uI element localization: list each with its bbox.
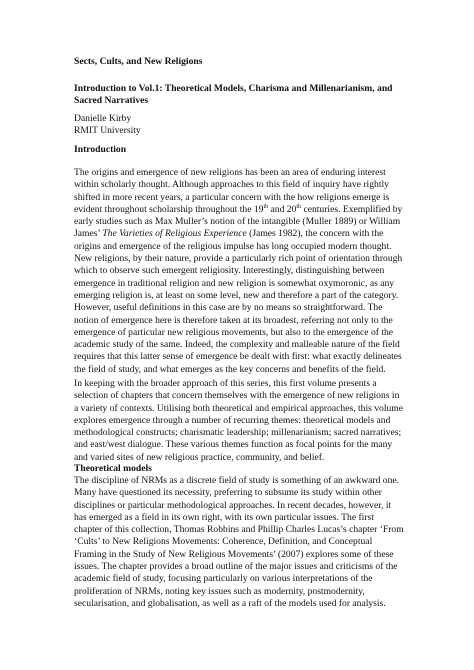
paragraph-line	[74, 228, 406, 240]
paragraph-line: early studies such as Max Muller’s notion of the intangible (Muller 1889) or William	[74, 216, 401, 228]
theoretical-models-paragraph	[74, 475, 406, 610]
paragraph-line: methodological constructs; charismatic leadership; millenarianism; sacred narratives;	[74, 427, 402, 439]
paragraph-line: selection of chapters that concern themselves with the emergence of new religions in	[74, 390, 400, 402]
paragraph-line: ‘Cults’ to New Religions Movements: Coherence, Definition, and Conceptual	[74, 536, 373, 548]
paragraph-line: disciplines or particular methodological approaches. In recent decades, however, it	[74, 499, 392, 511]
paragraph-line: and varied sites of new religious practice, community, and belief.	[74, 451, 325, 463]
paragraph-line: within scholarly thought. Although approaches to this field of inquiry have rightly	[74, 179, 389, 191]
text-span: and 20	[268, 203, 297, 215]
paragraph-line: a variety of contexts. Utilising both theoretical and empirical approaches, this volume	[74, 402, 404, 414]
paragraph-line: The discipline of NRMs as a discrete field of study is something of an awkward one.	[74, 475, 400, 486]
paragraph-line: Many have questioned its necessity, preferring to subsume its study within other	[74, 487, 382, 499]
paragraph-line: In keeping with the broader approach of this series, this first volume presents a	[74, 378, 377, 389]
paragraph-line: notion of emergence here is therefore taken at its broadest, referring not only to the	[74, 314, 393, 326]
theoretical-models-heading: Theoretical models	[74, 463, 152, 474]
chapter-title	[74, 83, 406, 108]
paragraph-line: proliferation of NRMs, noting key issues such as modernity, postmodernity,	[74, 585, 365, 597]
paragraph-line: However, useful definitions in this case are by no means so straightforward. The	[74, 302, 383, 314]
paragraph-line: The origins and emergence of new religions has been an area of enduring interest	[74, 167, 386, 178]
text-span: evident throughout scholarship throughout the 19	[74, 203, 264, 215]
paragraph-line: shifted in more recent years, a particular concern with the how religions emerge is	[74, 191, 390, 203]
introduction-paragraph-2	[74, 378, 406, 464]
paragraph-line: academic field of study, focusing particularly on various interpretations of the	[74, 573, 373, 585]
text-span: centuries. Exemplified by	[301, 203, 403, 215]
superscript: th	[263, 203, 269, 210]
paragraph-line: emergence of particular new religious movements, but also to the emergence of the	[74, 326, 394, 338]
superscript: th	[296, 203, 302, 210]
series-title: Sects, Cults, and New Religions	[74, 56, 203, 67]
author-block	[74, 113, 406, 138]
paragraph-line: origins and emergence of the religious impulse has long occupied modern thought.	[74, 240, 392, 252]
paragraph-line: chapter of this collection, Thomas Robbins and Phillip Charles Lucas’s chapter ‘From	[74, 524, 404, 536]
paragraph-line: secularisation, and globalisation, as well as a raft of the models used for analysis.	[74, 597, 386, 609]
paragraph-line: which to observe such emergent religiosity. Interestingly, distinguishing between	[74, 265, 385, 277]
chapter-title-line: Introduction to Vol.1: Theoretical Models, Charisma and Millenarianism, and	[74, 83, 393, 94]
introduction-heading: Introduction	[74, 144, 127, 155]
paragraph-line: explores emergence through a number of recurring themes: theoretical models and	[74, 414, 391, 426]
paragraph-line: emerging religion is, at least on some level, new and therefore a part of the category.	[74, 289, 399, 301]
book-title: The Varieties of Religious Experience	[102, 228, 247, 240]
text-span: (James 1982), the concern with the	[246, 228, 384, 240]
text-span: James’	[74, 228, 103, 240]
paragraph-line	[74, 204, 406, 216]
paragraph-line: the field of study, and what emerges as the key concerns and benefits of the field.	[74, 363, 386, 375]
paragraph-line: requires that this latter sense of emergence be dealt with first: what exactly delineates	[74, 351, 402, 363]
chapter-title-line: Sacred Narratives	[74, 95, 149, 107]
author-affiliation: RMIT University	[74, 125, 141, 137]
paragraph-line: has emerged as a field in its own right, with its own particular issues. The first	[74, 511, 374, 523]
paragraph-line: Framing in the Study of New Religious Movements’ (2007) explores some of these	[74, 548, 394, 560]
paragraph-line: emergence in traditional religion and new religion is somewhat oxymoronic, as any	[74, 277, 395, 289]
paragraph-line: issues. The chapter provides a broad outline of the major issues and criticisms of the	[74, 561, 398, 573]
paragraph-line: New religions, by their nature, provide a particularly rich point of orientation through	[74, 253, 403, 265]
paragraph-line: and east/west dialogue. These various themes function as focal points for the many	[74, 439, 393, 451]
introduction-paragraph-1	[74, 167, 406, 376]
author-name: Danielle Kirby	[74, 113, 132, 124]
paragraph-line: academic study of the same. Indeed, the complexity and malleable nature of the field	[74, 339, 400, 351]
